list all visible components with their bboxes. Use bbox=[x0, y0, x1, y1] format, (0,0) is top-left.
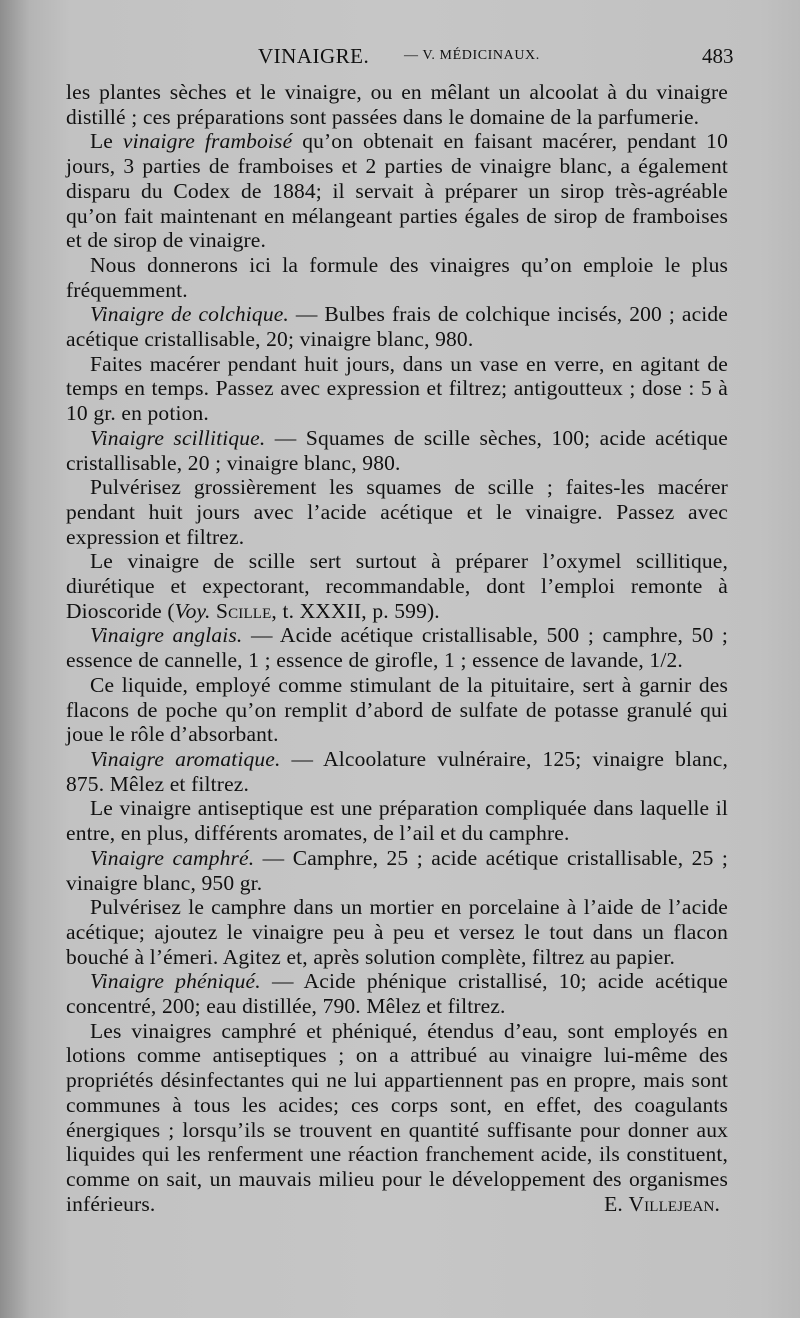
running-title: VINAIGRE. bbox=[258, 44, 370, 68]
paragraph: Nous donnerons ici la formule des vinaigres qu’on emploie le plus fréquemment. bbox=[66, 252, 728, 302]
running-subtitle: — V. MÉDICINAUX. bbox=[404, 48, 540, 63]
paragraph: Pulvérisez grossièrement les squames de scille ; faites-les macérer pendant huit jours avec l’acide acétique et le vinaigre. Passez avec expression et filtrez. bbox=[66, 475, 728, 549]
page-number: 483 bbox=[702, 44, 734, 68]
running-header bbox=[0, 44, 800, 76]
paragraph: Le vinaigre framboisé qu’on obtenait en faisant macérer, pendant 10 jours, 3 parties de framboises et 2 parties de vinaigre blanc, a également disparu du Codex de 1884; il servait à préparer un sirop très-agréable qu’on fait maintenant en mélangeant parties égales de sirop de framboises et de sirop de vinaigre. bbox=[66, 129, 728, 253]
paragraph: Vinaigre camphré. — Camphre, 25 ; acide acétique cristallisable, 25 ; vinaigre blanc, 950 gr. bbox=[66, 845, 729, 895]
paragraph: Vinaigre phéniqué. — Acide phénique cristallisé, 10; acide acétique concentré, 200; eau distillée, 790. Mêlez et filtrez. bbox=[66, 969, 728, 1019]
paragraph: Le vinaigre de scille sert surtout à préparer l’oxymel scillitique, diurétique et expectorant, recommandable, dont l’emploi remonte à Dioscoride (Voy. Scille, t. XXXII, p. 599). bbox=[66, 549, 728, 623]
body-text bbox=[66, 80, 728, 1216]
term: Vinaigre scillitique. bbox=[90, 425, 266, 450]
paragraph: Vinaigre scillitique. — Squames de scille sèches, 100; acide acétique cristallisable, 20 ; vinaigre blanc, 980. bbox=[66, 425, 728, 475]
paragraph: Ce liquide, employé comme stimulant de la pituitaire, sert à garnir des flacons de poche qu’on remplit d’abord de sulfate de potasse granulé qui joue le rôle d’absorbant. bbox=[66, 672, 728, 747]
paragraph: Pulvérisez le camphre dans un mortier en porcelaine à l’aide de l’acide acétique; ajoutez le vinaigre peu à peu et versez le tout dans un flacon bouché à l’émeri. Agitez et, après solution complète, filtrez au papier. bbox=[66, 895, 728, 969]
reference-term: Scille bbox=[216, 598, 272, 623]
term: Vinaigre phéniqué. bbox=[90, 969, 261, 994]
paragraph: Vinaigre anglais. — Acide acétique cristallisable, 500 ; camphre, 50 ; essence de cannelle, 1 ; essence de girofle, 1 ; essence de lavande, 1/2. bbox=[66, 623, 728, 673]
term: Vinaigre camphré. bbox=[90, 845, 255, 870]
paragraph: Les vinaigres camphré et phéniqué, étendus d’eau, sont employés en lotions comme antiseptiques ; on a attribué au vinaigre lui-même des propriétés désinfectantes qui ne lui appartiennent pas en propre, mais sont communes à tous les acides; ces corps sont, en effet, des coagulants énergiques ; lorsqu’ils se trouvent en quantité suffisante pour donner aux liquides qui les renferment une réaction franchement acide, ils constituent, comme on sait, un mauvais milieu pour le développement des organismes inférieurs. E. Villejean. bbox=[66, 1018, 728, 1216]
paragraph: Le vinaigre antiseptique est une préparation compliquée dans laquelle il entre, en plus, différents aromates, de l’ail et du camphre. bbox=[66, 796, 728, 846]
paragraph: Vinaigre aromatique. — Alcoolature vulnéraire, 125; vinaigre blanc, 875. Mêlez et filtrez. bbox=[66, 746, 728, 796]
term: vinaigre framboisé bbox=[122, 129, 293, 154]
term: Vinaigre anglais. bbox=[90, 623, 243, 648]
paragraph: Faites macérer pendant huit jours, dans un vase en verre, en agitant de temps en temps. Passez avec expression et filtrez; antigoutteux ; dose : 5 à 10 gr. en potion. bbox=[66, 351, 728, 426]
paragraph: Vinaigre de colchique. — Bulbes frais de colchique incisés, 200 ; acide acétique cristallisable, 20; vinaigre blanc, 980. bbox=[66, 302, 729, 352]
term: Vinaigre aromatique. bbox=[90, 746, 281, 771]
paragraph: les plantes sèches et le vinaigre, ou en mêlant un alcoolat à du vinaigre distillé ; ces préparations sont passées dans le domaine de la parfumerie. bbox=[66, 80, 728, 129]
author-signature: E. Villejean. bbox=[604, 1191, 720, 1216]
term: Vinaigre de colchique. bbox=[90, 302, 289, 327]
reference: Voy. bbox=[174, 598, 211, 623]
